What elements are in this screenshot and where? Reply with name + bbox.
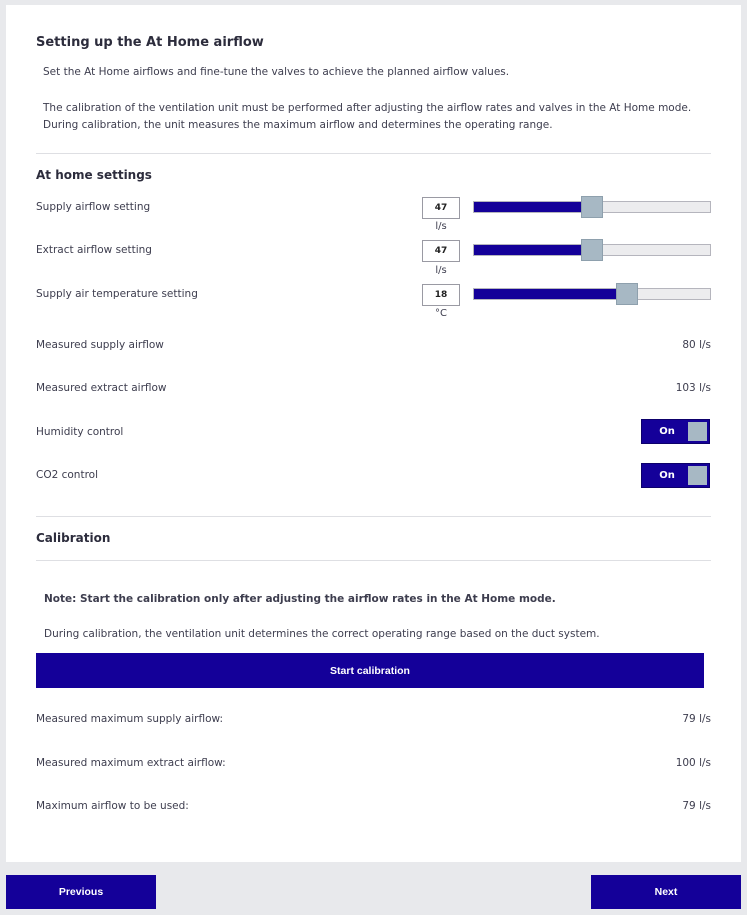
extract-airflow-slider[interactable] <box>473 244 711 256</box>
temperature-label: Supply air temperature setting <box>36 288 198 300</box>
supply-airflow-label: Supply airflow setting <box>36 201 151 213</box>
toggle-state: On <box>659 426 675 437</box>
slider-handle[interactable] <box>581 196 603 218</box>
slider-fill <box>474 289 627 299</box>
calibration-note: Note: Start the calibration only after adjusting the airflow rates in the At Home mode. <box>44 593 556 605</box>
extract-airflow-unit: l/s <box>435 265 447 276</box>
measured-extract-label: Measured extract airflow <box>36 382 167 394</box>
slider-fill <box>474 245 592 255</box>
co2-control-toggle[interactable] <box>641 463 710 488</box>
calibration-description: During calibration, the ventilation unit determines the correct operating range based on the duct system. <box>44 628 600 640</box>
supply-airflow-input[interactable]: 47 <box>422 197 460 219</box>
max-extract-value: 100 l/s <box>675 757 711 769</box>
toggle-knob <box>688 422 707 441</box>
toggle-knob <box>688 466 707 485</box>
start-calibration-button[interactable]: Start calibration <box>36 653 704 688</box>
slider-fill <box>474 202 592 212</box>
section-title-calibration: Calibration <box>36 531 111 545</box>
divider <box>36 153 711 154</box>
co2-control-label: CO2 control <box>36 469 99 481</box>
temperature-slider[interactable] <box>473 288 711 300</box>
extract-airflow-label: Extract airflow setting <box>36 244 152 256</box>
max-supply-label: Measured maximum supply airflow: <box>36 713 224 725</box>
measured-supply-value: 80 l/s <box>682 339 711 351</box>
section-title-at-home: At home settings <box>36 168 152 182</box>
max-extract-label: Measured maximum extract airflow: <box>36 757 226 769</box>
humidity-control-toggle[interactable] <box>641 419 710 444</box>
supply-airflow-slider[interactable] <box>473 201 711 213</box>
toggle-state: On <box>659 470 675 481</box>
divider <box>36 516 711 517</box>
next-button[interactable]: Next <box>591 875 741 909</box>
slider-handle[interactable] <box>581 239 603 261</box>
measured-extract-value: 103 l/s <box>675 382 711 394</box>
temperature-unit: °C <box>435 308 447 319</box>
slider-handle[interactable] <box>616 283 638 305</box>
max-used-value: 79 l/s <box>682 800 711 812</box>
previous-button[interactable]: Previous <box>6 875 156 909</box>
intro-text: Set the At Home airflows and fine-tune the valves to achieve the planned airflow values. <box>43 66 510 78</box>
temperature-input[interactable]: 18 <box>422 284 460 306</box>
max-supply-value: 79 l/s <box>682 713 711 725</box>
supply-airflow-unit: l/s <box>435 221 447 232</box>
description-text: The calibration of the ventilation unit must be performed after adjusting the airflow rates and valves in the At Home mode. During calibration, the unit measures the maximum airflow and determines the operating range. <box>43 102 692 131</box>
extract-airflow-input[interactable]: 47 <box>422 240 460 262</box>
max-used-label: Maximum airflow to be used: <box>36 800 189 812</box>
measured-supply-label: Measured supply airflow <box>36 339 164 351</box>
page-title: Setting up the At Home airflow <box>36 35 264 50</box>
divider <box>36 560 711 561</box>
humidity-control-label: Humidity control <box>36 426 124 438</box>
settings-card <box>6 5 741 862</box>
